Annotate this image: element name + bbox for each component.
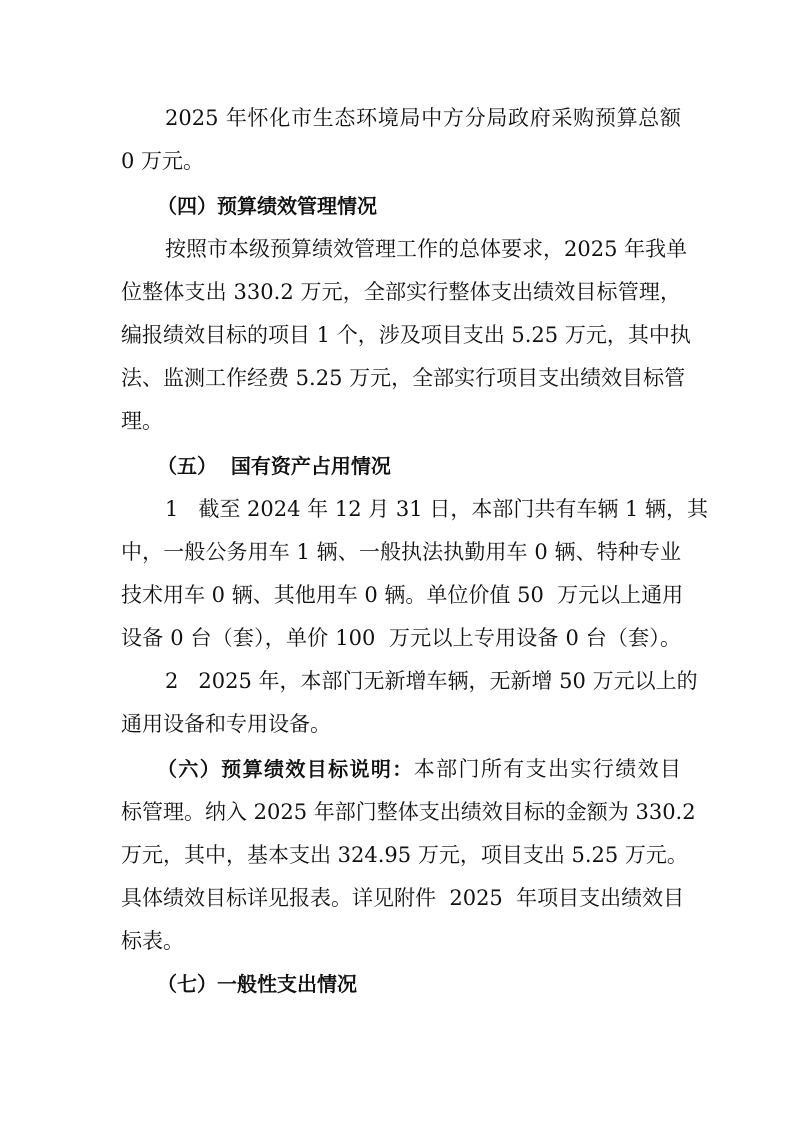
procurement-line-2: 0 万元。: [121, 149, 205, 173]
section-5-item-1-line-3: 技术用车 0 辆、其他用车 0 辆。单位价值 50 万元以上通用: [121, 583, 684, 607]
section-4-line-1: 按照市本级预算绩效管理工作的总体要求，2025 年我单: [165, 237, 688, 261]
section-7-heading: （七）一般性支出情况: [157, 972, 357, 996]
section-5-item-1-line-2: 中，一般公务用车 1 辆、一般执法执勤用车 0 辆、特种专业: [121, 540, 681, 564]
section-6-line-4: 具体绩效目标详见报表。详见附件 2025 年项目支出绩效目: [121, 886, 685, 910]
section-4-line-4: 法、监测工作经费 5.25 万元，全部实行项目支出绩效目标管: [121, 366, 686, 390]
section-6-heading: （六）预算绩效目标说明：: [157, 757, 414, 781]
section-4-line-3: 编报绩效目标的项目 1 个，涉及项目支出 5.25 万元，其中执: [121, 323, 691, 347]
section-5-heading: （五） 国有资产占用情况: [157, 454, 391, 478]
section-6-line-3: 万元，其中，基本支出 324.95 万元，项目支出 5.25 万元。: [121, 843, 688, 867]
section-5-item-2-line-1: 2 2025 年，本部门无新增车辆，无新增 50 万元以上的: [165, 669, 698, 693]
section-5-item-1-line-1: 1 截至 2024 年 12 月 31 日，本部门共有车辆 1 辆，其: [165, 497, 709, 521]
section-4-line-2: 位整体支出 330.2 万元，全部实行整体支出绩效目标管理，: [121, 280, 681, 304]
section-4-line-5: 理。: [121, 409, 163, 433]
section-5-item-2-line-2: 通用设备和专用设备。: [121, 712, 331, 736]
section-5-item-1-line-4: 设备 0 台（套），单价 100 万元以上专用设备 0 台（套）。: [121, 626, 681, 650]
procurement-line-1: 2025 年怀化市生态环境局中方分局政府采购预算总额: [165, 106, 681, 130]
section-4-heading: （四）预算绩效管理情况: [157, 194, 377, 218]
section-6-first-line: [157, 754, 681, 784]
section-6-line-2: 标管理。纳入 2025 年部门整体支出绩效目标的金额为 330.2: [121, 800, 696, 824]
section-6-first-line-text: 本部门所有支出实行绩效目: [413, 757, 682, 781]
section-6-line-5: 标表。: [121, 929, 184, 953]
